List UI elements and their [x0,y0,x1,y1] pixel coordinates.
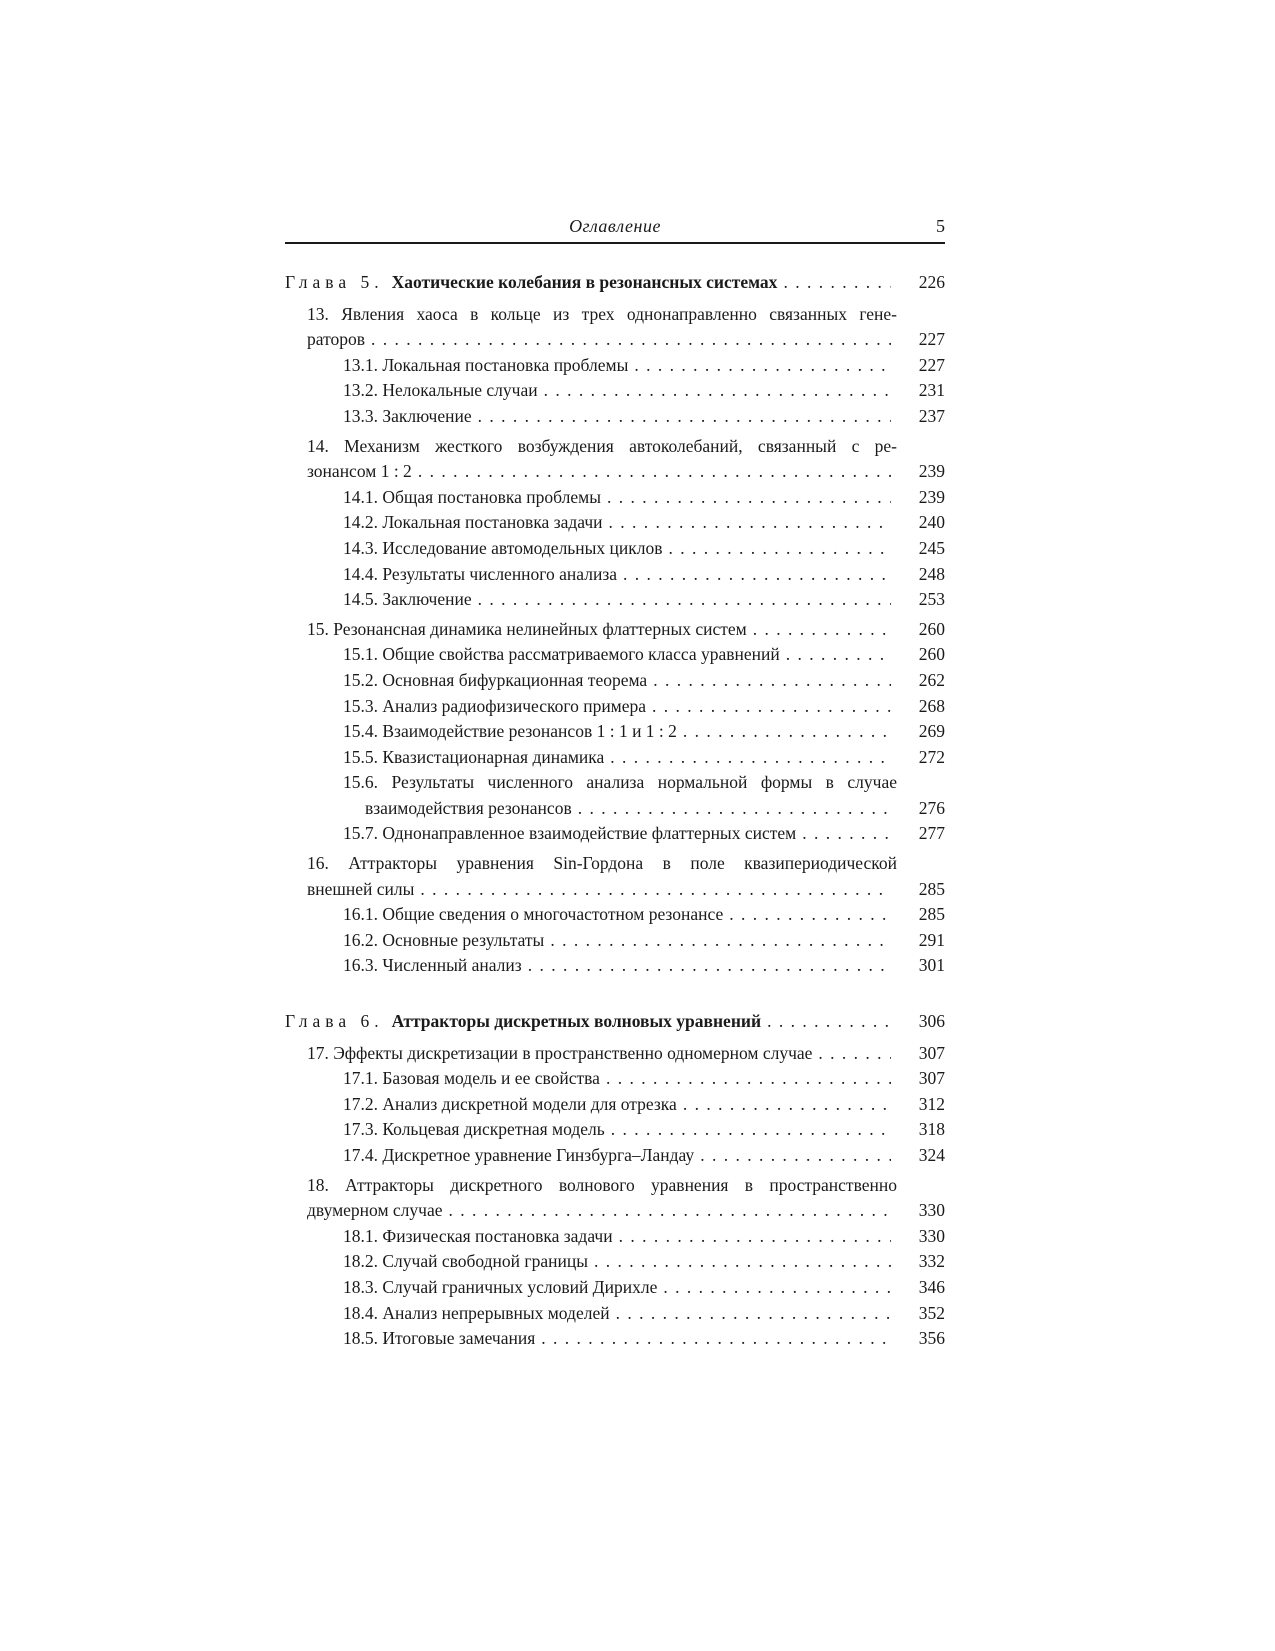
toc-page-number: 239 [918,486,945,507]
toc-page-number: 272 [918,746,945,767]
toc-page-number: 269 [918,721,945,742]
toc-subsection[interactable] [285,694,945,720]
toc-page-number: 318 [918,1119,945,1140]
toc-page-number: 226 [918,272,945,292]
toc-page-number: 330 [918,1225,945,1246]
toc-subsection[interactable] [285,902,945,928]
subsection-title: 14.5. Заключение [343,589,472,610]
toc-page-number: 346 [918,1276,945,1297]
toc-subsection[interactable] [285,404,945,430]
toc-subsection[interactable] [285,953,945,979]
subsection-title: 15.4. Взаимодействие резонансов 1 : 1 и 1 : 2 [343,721,677,742]
page-number: 5 [936,216,945,236]
running-head [285,212,945,244]
toc-subsection[interactable] [285,1092,945,1118]
toc-page-number: 260 [918,618,945,639]
toc-page-number: 248 [918,563,945,584]
toc-chapter-5[interactable] [285,270,945,296]
section-title-line: внешней силы [307,878,415,899]
toc-page-number: 356 [918,1328,945,1349]
subsection-title: 15.5. Квазистационарная динамика [343,746,605,767]
subsection-title: 16.2. Основные результаты [343,929,545,950]
toc-subsection[interactable] [285,485,945,511]
toc-page-number: 227 [918,354,945,375]
toc-page [285,212,945,1352]
toc-subsection[interactable] [285,1117,945,1143]
section-title: 17. Эффекты дискретизации в пространственно одномерном случае [307,1042,813,1063]
toc-subsection[interactable] [285,1249,945,1275]
subsection-title: 14.1. Общая постановка проблемы [343,486,601,507]
subsection-title: 18.4. Анализ непрерывных моделей [343,1302,610,1323]
toc-subsection[interactable] [285,668,945,694]
subsection-title-line: 15.6. Результаты численного анализа нормальной формы в случае [343,772,897,793]
toc-subsection[interactable] [285,353,945,379]
toc-subsection[interactable] [285,1301,945,1327]
toc-subsection[interactable] [285,510,945,536]
toc-page-number: 312 [918,1093,945,1114]
toc-page-number: 306 [918,1011,945,1032]
toc-page-number: 276 [918,797,945,818]
toc-chapter-6[interactable] [285,1009,945,1035]
subsection-title-line: взаимодействия резонансов [365,797,572,818]
section-title: 15. Резонансная динамика нелинейных флаттерных систем [307,618,747,639]
toc-section-18[interactable] [285,1173,945,1224]
toc-subsection[interactable] [285,536,945,562]
section-title-line: двумерном случае [307,1200,443,1221]
toc-page-number: 285 [918,904,945,925]
toc-page-number: 285 [918,878,945,899]
toc-page-number: 262 [918,669,945,690]
toc-page-number: 277 [918,823,945,844]
subsection-title: 13.1. Локальная постановка проблемы [343,354,629,375]
chapter-title: Хаотические колебания в резонансных системах [391,272,778,292]
toc-page-number: 301 [918,955,945,976]
toc-section-13[interactable] [285,302,945,353]
toc-section-17[interactable] [285,1041,945,1067]
toc-page-number: 237 [918,405,945,426]
subsection-title: 14.3. Исследование автомодельных циклов [343,537,663,558]
toc-subsection[interactable] [285,745,945,771]
toc-section-15[interactable] [285,617,945,643]
subsection-title: 14.2. Локальная постановка задачи [343,512,603,533]
toc-subsection-15-6[interactable] [285,770,945,821]
chapter-label: Глава 6. [285,1011,384,1032]
section-title-line: раторов [307,329,365,350]
toc-section-14[interactable] [285,434,945,485]
subsection-title: 17.2. Анализ дискретной модели для отрезка [343,1093,677,1114]
toc-page-number: 245 [918,537,945,558]
section-title-line: зонансом 1 : 2 [307,461,412,482]
toc-page-number: 231 [918,380,945,401]
toc-page-number: 227 [918,329,945,350]
section-title-line: 14. Механизм жесткого возбуждения автоколебаний, связанный с ре- [307,435,897,456]
toc-page-number: 352 [918,1302,945,1323]
table-of-contents [285,270,945,1352]
section-title-line: 18. Аттракторы дискретного волнового уравнения в пространственно [307,1174,897,1195]
subsection-title: 18.2. Случай свободной границы [343,1251,588,1272]
toc-subsection[interactable] [285,642,945,668]
subsection-title: 13.2. Нелокальные случаи [343,380,538,401]
chapter-label: Глава 5. [285,272,384,292]
chapter-title: Аттракторы дискретных волновых уравнений [391,1011,762,1032]
toc-subsection[interactable] [285,1143,945,1169]
toc-subsection[interactable] [285,1224,945,1250]
toc-section-16[interactable] [285,851,945,902]
toc-subsection[interactable] [285,1066,945,1092]
toc-page-number: 324 [918,1145,945,1165]
toc-page-number: 332 [918,1251,945,1272]
subsection-title: 16.1. Общие сведения о многочастотном резонансе [343,904,724,925]
section-title-line: 16. Аттракторы уравнения Sin-Гордона в поле квазипериодической [307,853,897,874]
subsection-title: 17.1. Базовая модель и ее свойства [343,1068,600,1089]
toc-page-number: 291 [918,929,945,950]
subsection-title: 15.3. Анализ радиофизического примера [343,695,647,716]
subsection-title: 18.3. Случай граничных условий Дирихле [343,1276,658,1297]
section-title-line: 13. Явления хаоса в кольце из трех однонаправленно связанных гене- [307,303,897,324]
toc-subsection[interactable] [285,821,945,847]
toc-page-number: 260 [918,644,945,665]
toc-subsection[interactable] [285,378,945,404]
toc-page-number: 240 [918,512,945,533]
subsection-title: 14.4. Результаты численного анализа [343,563,618,584]
toc-subsection[interactable] [285,562,945,588]
toc-page-number: 253 [918,589,945,610]
subsection-title: 15.7. Однонаправленное взаимодействие флаттерных систем [343,823,797,844]
toc-subsection[interactable] [285,928,945,954]
toc-page-number: 307 [918,1068,945,1089]
toc-subsection[interactable] [285,1326,945,1352]
toc-page-number: 307 [918,1042,945,1063]
toc-subsection[interactable] [285,719,945,745]
toc-page-number: 268 [918,695,945,716]
subsection-title: 17.3. Кольцевая дискретная модель [343,1119,605,1140]
subsection-title: 17.4. Дискретное уравнение Гинзбурга–Ландау [343,1145,695,1165]
subsection-title: 15.1. Общие свойства рассматриваемого класса уравнений [343,644,780,665]
toc-page-number: 239 [918,461,945,482]
subsection-title: 13.3. Заключение [343,405,472,426]
running-head-title: Оглавление [569,216,661,236]
subsection-title: 15.2. Основная бифуркационная теорема [343,669,648,690]
toc-subsection[interactable] [285,1275,945,1301]
toc-page-number: 330 [918,1200,945,1221]
chapter-gap [285,979,945,999]
subsection-title: 18.5. Итоговые замечания [343,1328,536,1349]
subsection-title: 18.1. Физическая постановка задачи [343,1225,613,1246]
toc-subsection[interactable] [285,587,945,613]
subsection-title: 16.3. Численный анализ [343,955,522,976]
